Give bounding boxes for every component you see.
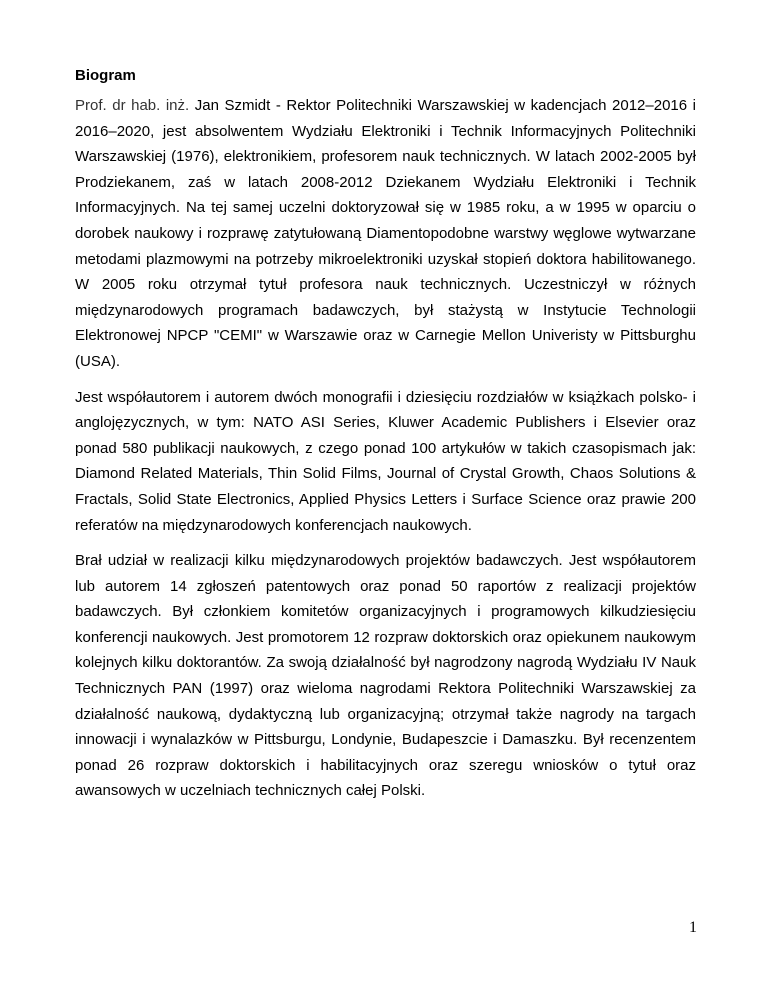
- biography-paragraph-2: Jest współautorem i autorem dwóch monografii i dziesięciu rozdziałów w książkach polsko- i anglojęzycznych, w tym: NATO ASI Series, Kluwer Academic Publishers i Elsevier oraz ponad 580 publikacji naukowych, z czego ponad 100 artykułów w takich czasopismach jak: Diamond Related Materials, Thin Solid Films, Journal of Crystal Growth, Chaos Solutions & Fractals, Solid State Electronics, Applied Physics Letters i Surface Science oraz prawie 200 referatów na międzynarodowych konferencjach naukowych.: [75, 388, 696, 534]
- page-number: 1: [689, 919, 697, 936]
- biography-paragraph-3: Brał udział w realizacji kilku międzynarodowych projektów badawczych. Jest współautorem lub autorem 14 zgłoszeń patentowych oraz ponad 50 raportów z realizacji projektów badawczych. Był członkiem komitetów organizacyjnych i programowych kilkudziesięciu konferencji naukowych. Jest promotorem 12 rozpraw doktorskich oraz opiekunem naukowym kolejnych kilku doktorantów. Za swoją działalność był nagrodzony nagrodą Wydziału IV Nauk Technicznych PAN (1997) oraz wieloma nagrodami Rektora Politechniki Warszawskiej za działalność naukową, dydaktyczną lub organizacyjną; otrzymał także nagrody na targach innowacji i wynalazków w Pittsburgu, Londynie, Budapeszcie i Damaszku. Był recenzentem ponad 26 rozpraw doktorskich i habilitacyjnych oraz szeregu wniosków o tytuł oraz awansowych w uczelniach technicznych całej Polski.: [75, 552, 696, 800]
- document-body: [75, 66, 696, 814]
- biography-paragraph-1-text: Jan Szmidt - Rektor Politechniki Warszawskiej w kadencjach 2012–2016 i 2016–2020, jest absolwentem Wydziału Elektroniki i Technik Informacyjnych Politechniki Warszawskiej (1976), elektronikiem, profesorem nauk technicznych. W latach 2002-2005 był Prodziekanem, zaś w latach 2008-2012 Dziekanem Wydziału Elektroniki i Technik Informacyjnych. Na tej samej uczelni doktoryzował się w 1985 roku, a w 1995 w oparciu o dorobek naukowy i rozprawę zatytułowaną Diamentopodobne warstwy węglowe wytwarzane metodami plazmowymi na potrzeby mikroelektroniki uzyskał stopień doktora habilitowanego. W 2005 roku otrzymał tytuł profesora nauk technicznych. Uczestniczył w różnych międzynarodowych programach badawczych, był stażystą w Instytucie Technologii Elektronowej NPCP "CEMI" w Warszawie oraz w Carnegie Mellon Univeristy w Pittsburghu (USA).: [75, 97, 696, 370]
- biography-paragraph-1: [75, 93, 696, 375]
- academic-title: Prof. dr hab. inż.: [75, 97, 190, 114]
- section-heading: Biogram: [75, 67, 136, 84]
